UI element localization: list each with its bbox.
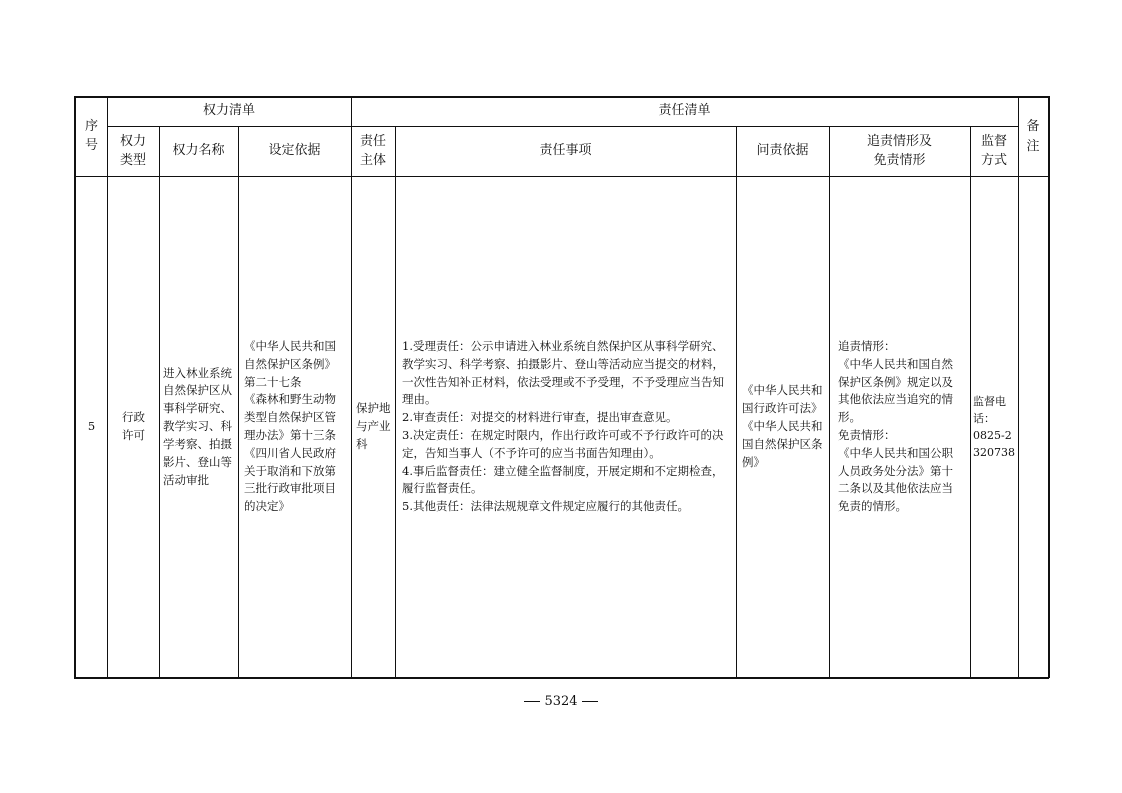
row-legal-basis	[239, 177, 351, 677]
header-resp-items	[395, 127, 736, 176]
row-power-name-text: 进入林业系统自然保护区从事科学研究、教学实习、科学考察、拍摄影片、登山等活动审批	[163, 365, 232, 487]
row-resp-subject	[352, 177, 395, 677]
header-power-group	[107, 97, 351, 126]
row-power-name	[160, 177, 238, 677]
header-power-name	[159, 127, 238, 176]
header-power-name-text: 权力名称	[172, 143, 225, 159]
header-accountability-cases	[829, 127, 970, 176]
table-border-right	[1048, 96, 1050, 678]
footer-dash-right	[582, 701, 598, 702]
footer-dash-left	[524, 701, 540, 702]
row-accountability-basis	[737, 177, 829, 677]
header-accountability-basis-text: 问责依据	[756, 143, 809, 159]
header-resp-subject	[351, 127, 395, 176]
row-seq-text: 5	[87, 419, 96, 434]
header-accountability-basis	[736, 127, 829, 176]
header-seq-text: 序号	[84, 119, 98, 153]
table-border-bottom	[74, 677, 1049, 679]
row-seq	[76, 177, 107, 677]
header-seq	[76, 97, 107, 176]
header-supervision	[970, 127, 1018, 176]
row-power-type-text: 行政许可	[122, 410, 145, 442]
header-legal-basis-text: 设定依据	[268, 143, 321, 159]
row-accountability-cases	[830, 177, 970, 677]
header-resp-items-text: 责任事项	[539, 143, 592, 159]
header-accountability-cases-text: 追责情形及免责情形	[866, 133, 932, 168]
header-power-group-text: 权力清单	[202, 103, 255, 119]
row-accountability-basis-text: 《中华人民共和国行政许可法》《中华人民共和国自然保护区条例》	[742, 383, 823, 469]
row-supervision-text: 监督电话： 0825-2320738	[973, 394, 1015, 460]
row-resp-items-text: 1.受理责任：公示申请进入林业系统自然保护区从事科学研究、教学实习、科学考察、拍摄影片、登山等活动应当提交的材料，一次性告知补正材料，依法受理或不予受理，不予受理应当告知理由。 2.审查责任：对提交的材料进行审查，提出审查意见。 3.决定责任：在规定时限内，作出行政许可或不予行政许可的决定，告知当事人（不予许可的应当书面告知理由）。 4.事后监督责任：建立健全监督制度，开展定期和不定期检查，履行监督责任。 5.其他责任：法律法规规章文件规定应履行的其他责任。	[402, 338, 724, 514]
header-remark-text: 备注	[1026, 119, 1040, 154]
row-supervision	[971, 177, 1018, 677]
header-supervision-text: 监督方式	[980, 133, 1007, 168]
row-resp-subject-text: 保护地与产业科	[356, 401, 391, 451]
header-resp-group-text: 责任清单	[658, 103, 711, 119]
row-power-type	[108, 177, 159, 677]
header-resp-subject-text: 责任主体	[359, 133, 386, 168]
row-accountability-cases-text: 追责情形： 《中华人民共和国自然保护区条例》规定以及其他依法应当追究的情形。 免责情形： 《中华人民共和国公职人员政务处分法》第十二条以及其他依法应当免责的情形。	[838, 338, 953, 514]
header-power-type	[107, 127, 159, 176]
row-legal-basis-text: 《中华人民共和国自然保护区条例》第二十七条 《森林和野生动物类型自然保护区管理办法》第十三条 《四川省人民政府关于取消和下放第三批行政审批项目的决定》	[244, 338, 336, 514]
header-legal-basis	[238, 127, 351, 176]
header-remark	[1018, 97, 1048, 176]
page-number: 5324	[544, 694, 578, 709]
row-remark	[1019, 177, 1048, 677]
page-footer	[0, 694, 1122, 709]
header-power-type-text: 权力类型	[119, 133, 146, 168]
header-resp-group	[351, 97, 1018, 126]
row-resp-items	[396, 177, 736, 677]
